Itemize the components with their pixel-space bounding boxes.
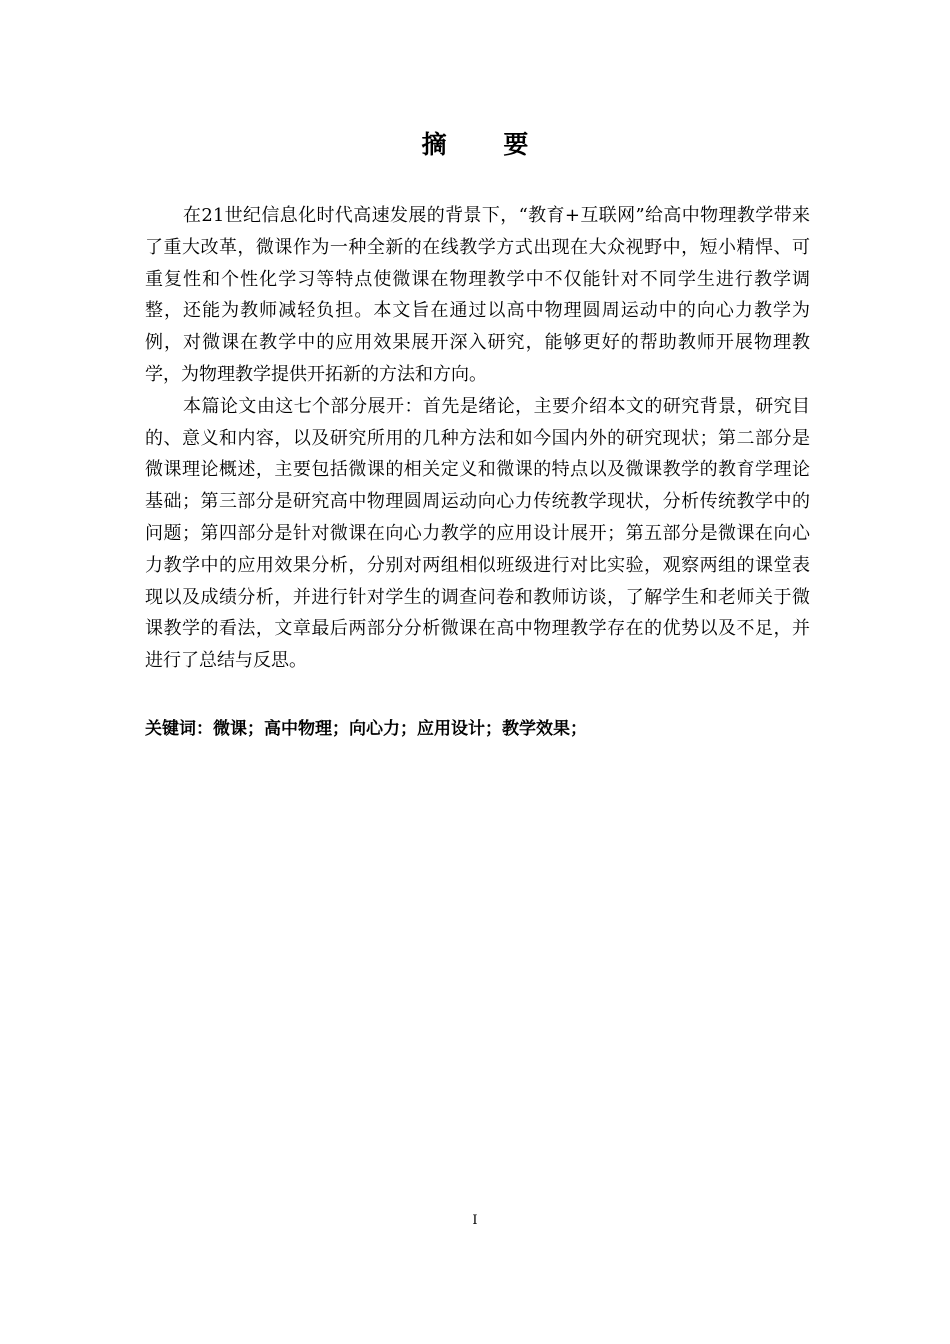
abstract-paragraph-2: 本篇论文由这七个部分展开：首先是绪论，主要介绍本文的研究背景，研究目的、意义和内容，以及研究所用的几种方法和如今国内外的研究现状；第二部分是微课理论概述，主要包括微课的相关定义和微课的特点以及微课教学的教育学理论基础；第三部分是研究高中物理圆周运动向心力传统教学现状，分析传统教学中的问题；第四部分是针对微课在向心力教学的应用设计展开；第五部分是微课在向心力教学中的应用效果分析，分别对两组相似班级进行对比实验，观察两组的课堂表现以及成绩分析，并进行针对学生的调查问卷和教师访谈，了解学生和老师关于微课教学的看法，文章最后两部分分析微课在高中物理教学存在的优势以及不足，并进行了总结与反思。: [145, 395, 810, 672]
abstract-paragraph-1: 在21世纪信息化时代高速发展的背景下，“教育+互联网”给高中物理教学带来了重大改革，微课作为一种全新的在线教学方式出现在大众视野中，短小精悍、可重复性和个性化学习等特点使微课在物理教学中不仅能针对不同学生进行教学调整，还能为教师减轻负担。本文旨在通过以高中物理圆周运动中的向心力教学为例，对微课在教学中的应用效果展开深入研究，能够更好的帮助教师开展物理教学，为物理教学提供开拓新的方法和方向。: [145, 205, 810, 385]
page-number: I: [472, 1213, 478, 1228]
abstract-body: [145, 200, 810, 677]
abstract-title: 摘 要: [421, 130, 553, 159]
keywords-line: 关键词：微课；高中物理；向心力；应用设计；教学效果；: [145, 719, 587, 739]
